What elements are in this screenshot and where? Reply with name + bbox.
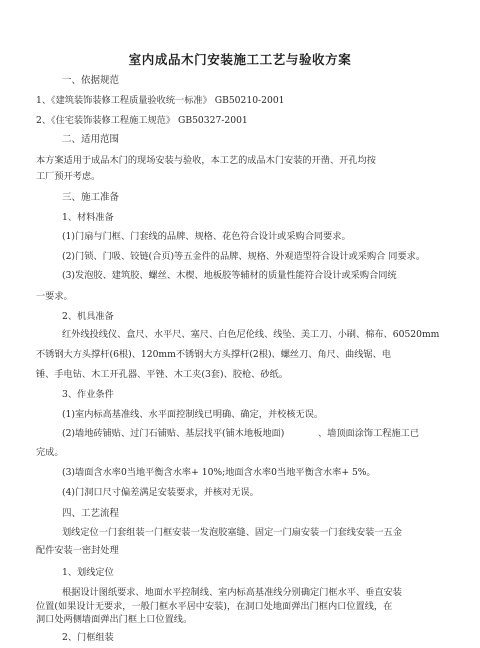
section-heading-basis: 一、依据规范 [62, 75, 120, 86]
paragraph-line: (1)门扇与门框、门套线的品牌、规格、花色符合设计或采购合同要求。 [62, 231, 351, 242]
section-heading-prep: 三、施工准备 [62, 192, 120, 203]
paragraph-line: 划线定位一门套组装一门框安装一发泡胶塞缝、固定一门扇安装一门套线安装一五金 [62, 527, 402, 538]
subheading-line: 2、机具准备 [62, 311, 114, 322]
paragraph-line: 位置(如果设计无要求，一般门框水平居中安装)，在洞口处地面弹出门框内口位置线，在 [36, 601, 393, 612]
section-heading-scope: 二、适用范围 [62, 134, 120, 145]
paragraph-line: (2)墙地砖铺贴、过门石铺贴、基层找平(铺木地板地面) [62, 428, 285, 439]
paragraph-line: (3)发泡胶、建筑胶、螺丝、木楔、地板胶等辅材的质量性能符合设计或采购合同统 [62, 270, 397, 281]
paragraph-line: (2)门锁、门吸、铰链(合页)等五金件的品牌、规格、外观造型符合设计或采购合 同要求。 [62, 251, 426, 262]
paragraph-line: (1)室内标高基准线、水平面控制线已明确、确定，并校核无误。 [62, 409, 324, 420]
paragraph-line: 1、《建筑装饰装修工程质量验收统一标准》 GB50210-2001 [36, 95, 285, 106]
document-title: 室内成品木门安装施工工艺与验收方案 [128, 52, 352, 67]
subheading-line: 2、门框组装 [62, 632, 114, 643]
subheading-line: 1、划线定位 [62, 567, 114, 578]
paragraph-line: 锤、手电钻、木工开孔器、平锉、木工夹(3套)、胶枪、砂纸。 [36, 369, 288, 380]
paragraph-line: 本方案适用于成品木门的现场安装与验收，本工艺的成品木门安装的开凿、开孔均按 [36, 155, 376, 166]
paragraph-line: 配件安装一密封处理 [36, 545, 119, 556]
subheading-line: 3、作业条件 [62, 389, 114, 400]
paragraph-line: (3)墙面含水率0当地平衡含水率+ 10%;地面含水率0当地平衡含水率+ 5%。 [62, 467, 376, 478]
paragraph-line: 根据设计图纸要求、地面水平控制线、室内标高基准线分别确定门框水平、垂直安装 [62, 587, 402, 598]
paragraph-line-continuation: 、墙顶面涂饰工程施工已 [318, 428, 420, 439]
paragraph-line: (4)门洞口尺寸偏差满足安装要求，并核对无误。 [62, 487, 259, 498]
paragraph-line: 洞口处两侧墙面弹出门框上口位置线。 [36, 614, 193, 625]
subheading-line: 1、材料准备 [62, 212, 114, 223]
section-heading-process: 四、工艺流程 [62, 508, 120, 519]
paragraph-line: 完成。 [36, 447, 64, 458]
paragraph-line: 一要求。 [36, 291, 73, 302]
paragraph-line: 不锈钢大方头撑杆(6根)、120mm不锈钢大方头撑杆(2根)、螺丝刀、角尺、曲线锯、电 [36, 349, 391, 360]
paragraph-line: 红外线投线仪、盒尺、水平尺、塞尺、白色尼伦线、线坠、美工刀、小刷、棉布、60520mm [62, 329, 440, 340]
paragraph-line: 2、《住宅装饰装修工程施工规范》 GB50327-2001 [36, 115, 248, 126]
paragraph-line: 工厂预开考虑。 [36, 171, 101, 182]
